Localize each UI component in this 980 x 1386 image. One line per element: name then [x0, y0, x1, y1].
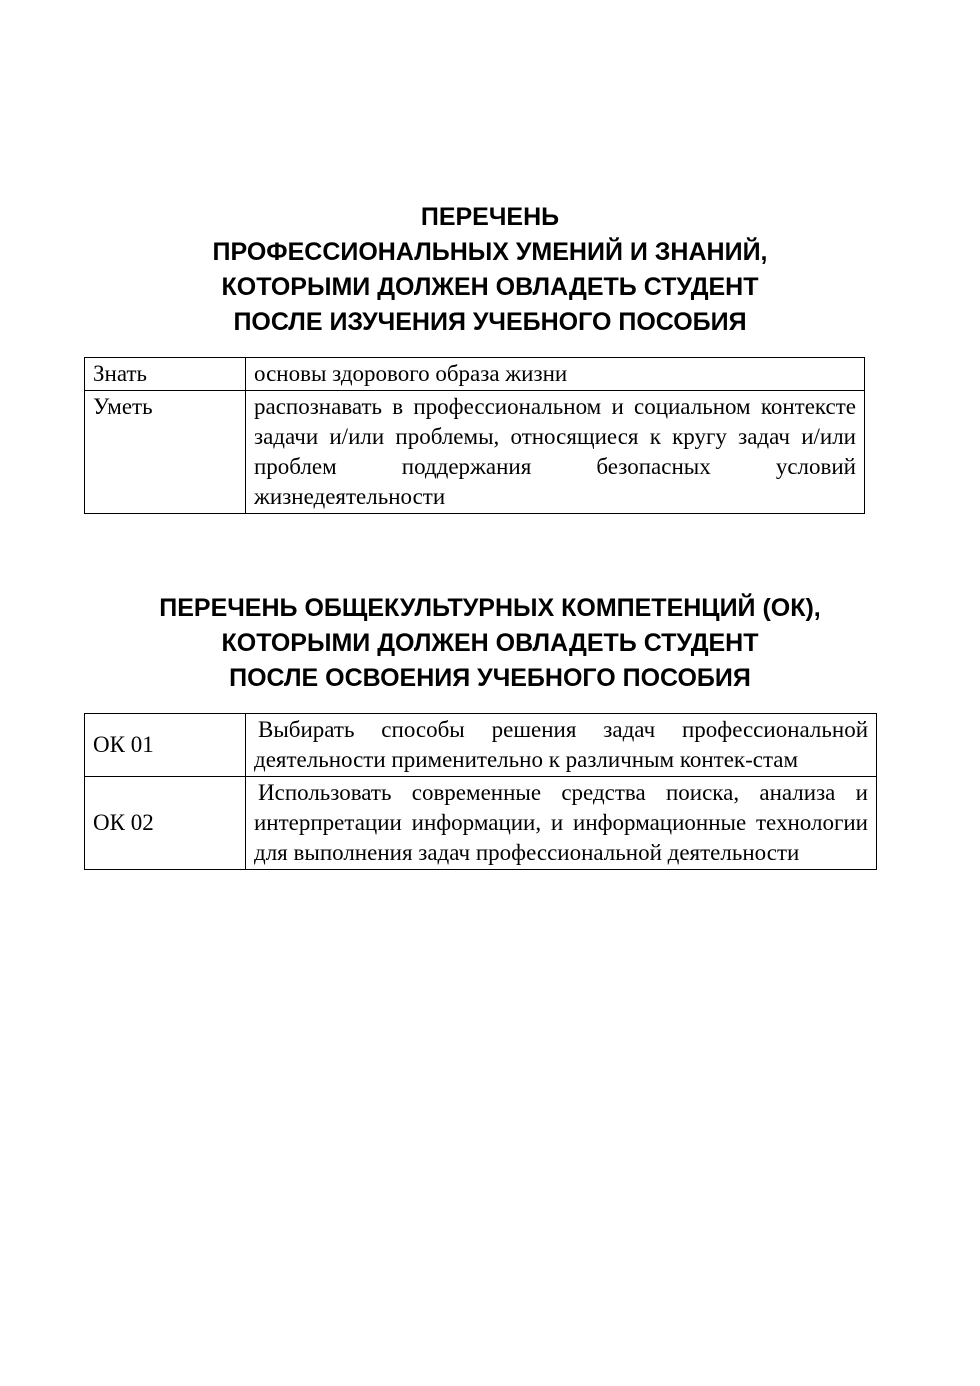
competency-code: ОК 01	[85, 714, 246, 777]
competencies-table	[84, 713, 877, 870]
table-row	[85, 358, 865, 391]
title-line: ПОСЛЕ ИЗУЧЕНИЯ УЧЕБНОГО ПОСОБИЯ	[233, 308, 747, 336]
title-line: КОТОРЫМИ ДОЛЖЕН ОВЛАДЕТЬ СТУДЕНТ	[221, 273, 759, 301]
row-text: распознавать в профессиональном и социальном контексте задачи и/или проблемы, относящиеся к кругу задач и/или проблем поддержания безопасных условий жизнедеятельности	[246, 391, 865, 514]
competency-text: Выбирать способы решения задач профессиональной деятельности применительно к различным контек-стам	[246, 714, 877, 777]
title-line: ПЕРЕЧЕНЬ	[420, 203, 560, 231]
title-line: ПРОФЕССИОНАЛЬНЫХ УМЕНИЙ И ЗНАНИЙ,	[212, 238, 768, 266]
skills-table	[84, 357, 865, 514]
row-text: основы здорового образа жизни	[246, 358, 865, 391]
table-row	[85, 391, 865, 514]
table-row	[85, 777, 877, 870]
title-line: ПОСЛЕ ОСВОЕНИЯ УЧЕБНОГО ПОСОБИЯ	[229, 664, 751, 692]
competencies-section-title	[0, 591, 980, 696]
competency-text: Использовать современные средства поиска, анализа и интерпретации информации, и информационные технологии для выполнения задач профессиональной деятельности	[246, 777, 877, 870]
skills-section-title	[0, 200, 980, 340]
table-row	[85, 714, 877, 777]
title-line: КОТОРЫМИ ДОЛЖЕН ОВЛАДЕТЬ СТУДЕНТ	[221, 629, 759, 657]
row-label: Уметь	[85, 391, 246, 514]
title-line: ПЕРЕЧЕНЬ ОБЩЕКУЛЬТУРНЫХ КОМПЕТЕНЦИЙ (ОК),	[159, 594, 821, 622]
row-label: Знать	[85, 358, 246, 391]
competency-code: ОК 02	[85, 777, 246, 870]
